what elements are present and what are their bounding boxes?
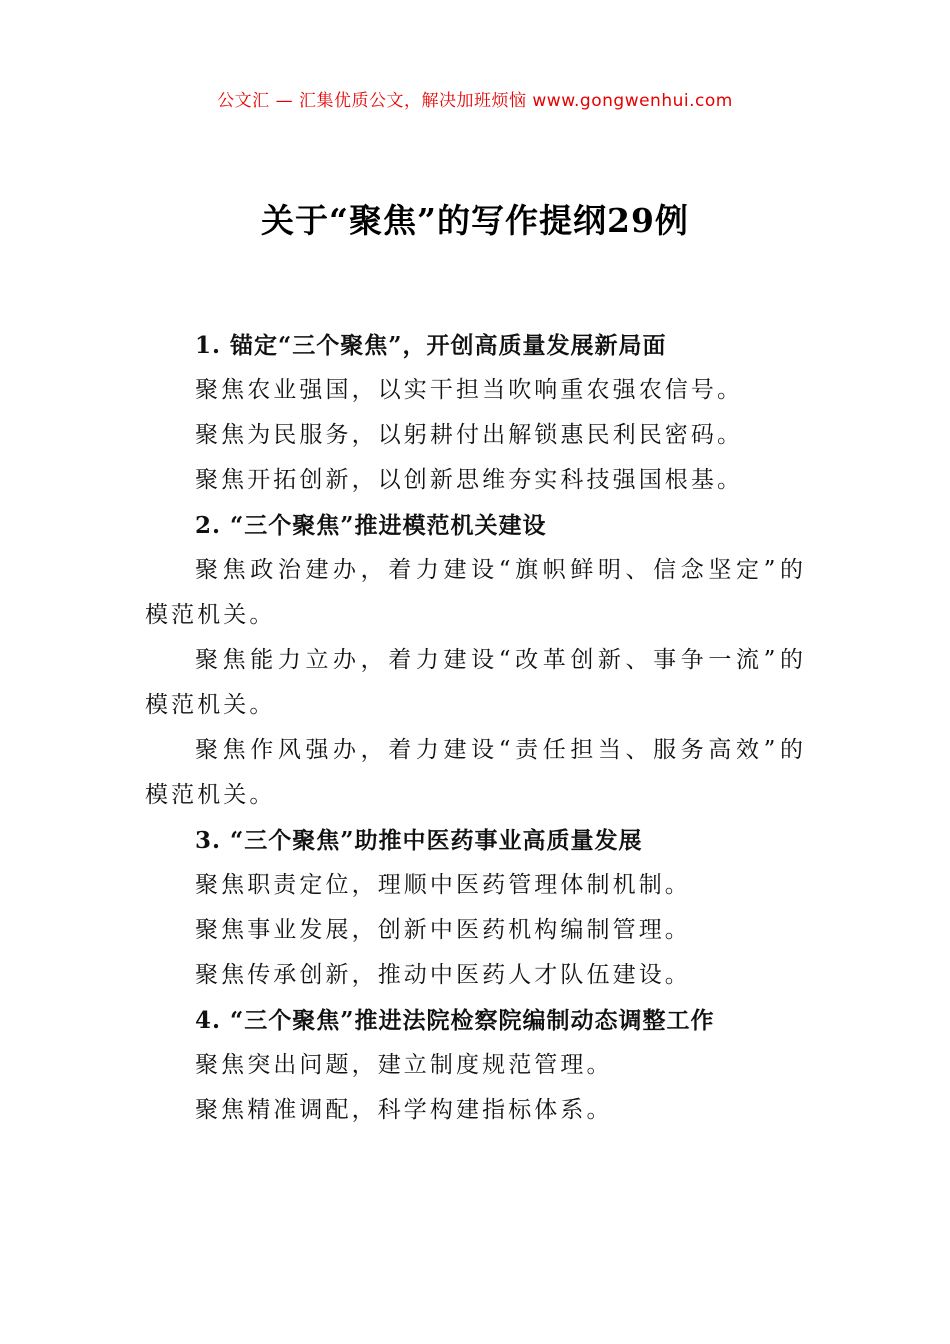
- paragraph-line: 聚焦突出问题，建立制度规范管理。: [195, 1052, 613, 1078]
- document-body: [145, 323, 805, 1133]
- site-banner: 公文汇 — 汇集优质公文，解决加班烦恼 www.gongwenhui.com: [217, 91, 733, 111]
- section-heading: 4. “三个聚焦”推进法院检察院编制动态调整工作: [195, 1007, 715, 1034]
- paragraph-line: 聚焦开拓创新，以创新思维夯实科技强国根基。: [195, 467, 744, 493]
- section-heading: 2. “三个聚焦”推进模范机关建设: [195, 512, 547, 539]
- paragraph-continuation: 模范机关。: [145, 782, 276, 808]
- paragraph-line: 聚焦职责定位，理顺中医药管理体制机制。: [195, 872, 691, 898]
- section-heading: 1. 锚定“三个聚焦”，开创高质量发展新局面: [195, 332, 667, 359]
- paragraph-line: 聚焦能力立办，着力建设“改革创新、事争一流”的: [195, 647, 805, 673]
- paragraph-line: 聚焦政治建办，着力建设“旗帜鲜明、信念坚定”的: [195, 557, 805, 583]
- paragraph-line: 聚焦传承创新，推动中医药人才队伍建设。: [195, 962, 691, 988]
- document-title: 关于“聚焦”的写作提纲29例: [261, 201, 689, 240]
- paragraph-line: 聚焦事业发展，创新中医药机构编制管理。: [195, 917, 691, 943]
- paragraph-line: 聚焦作风强办，着力建设“责任担当、服务高效”的: [195, 737, 805, 763]
- paragraph-continuation: 模范机关。: [145, 692, 276, 718]
- paragraph-line: 聚焦农业强国，以实干担当吹响重农强农信号。: [195, 377, 744, 403]
- paragraph-continuation: 模范机关。: [145, 602, 276, 628]
- paragraph-line: 聚焦精准调配，科学构建指标体系。: [195, 1097, 613, 1123]
- paragraph-line: 聚焦为民服务，以躬耕付出解锁惠民利民密码。: [195, 422, 744, 448]
- section-heading: 3. “三个聚焦”助推中医药事业高质量发展: [195, 827, 643, 854]
